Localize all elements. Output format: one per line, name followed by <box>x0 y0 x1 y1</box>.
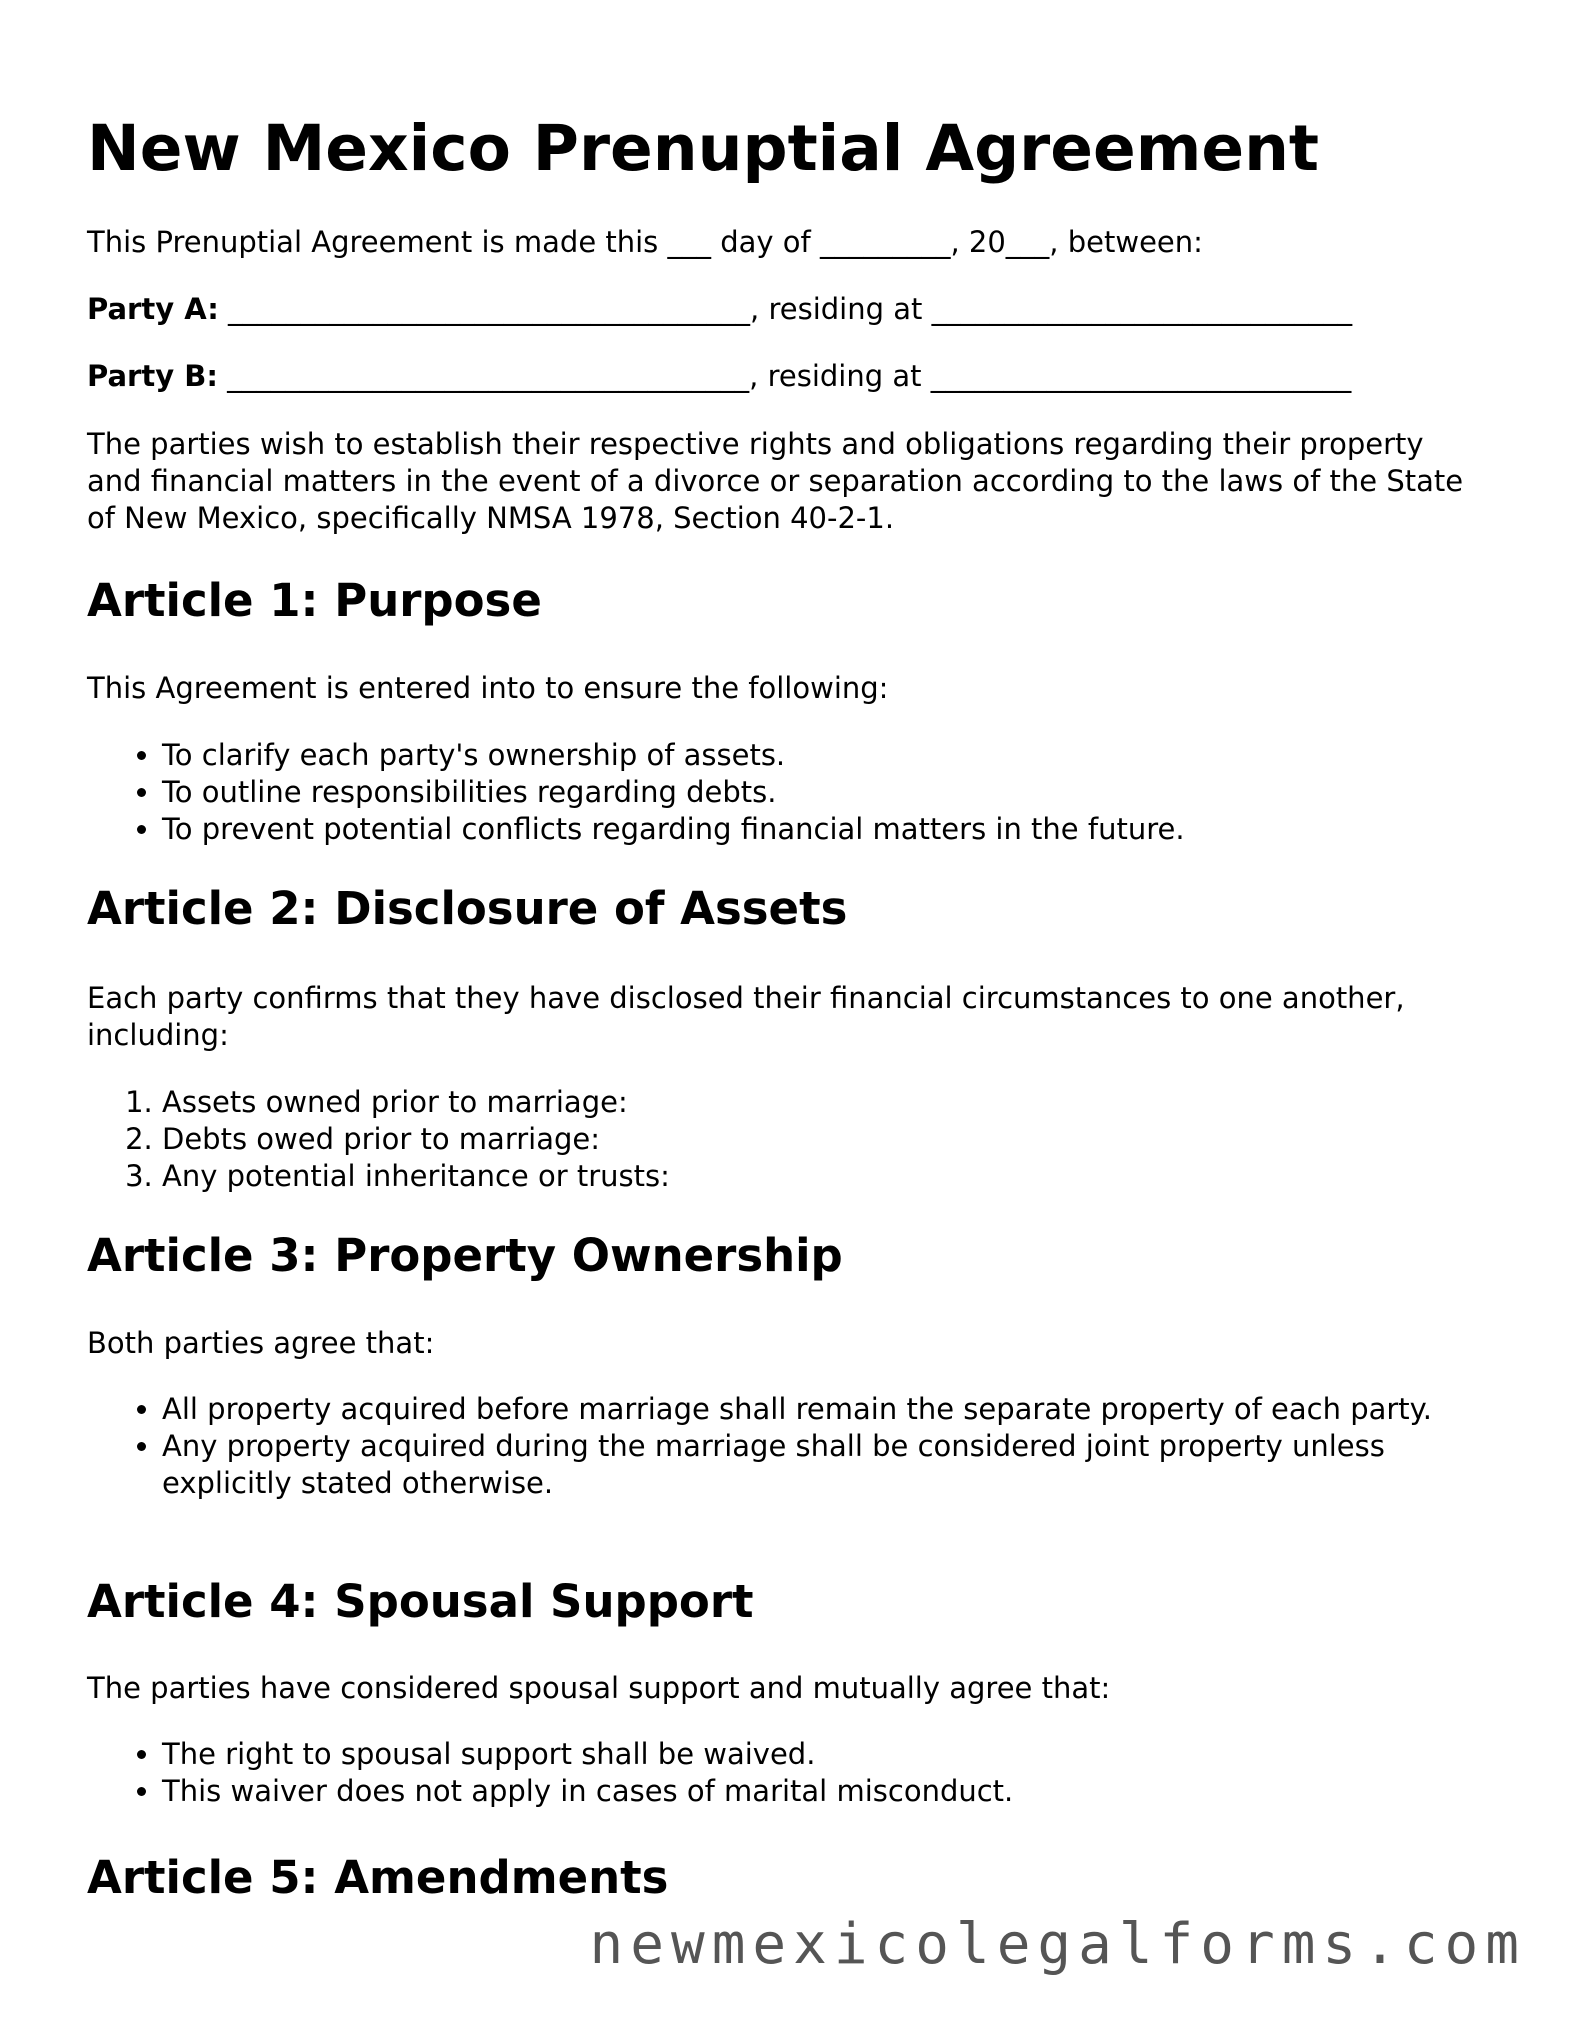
list-item: • To clarify each party's ownership of assets. <box>162 737 1487 774</box>
article-1-list <box>87 737 1487 848</box>
list-item: • To outline responsibilities regarding debts. <box>162 774 1487 811</box>
list-item: 1. Assets owned prior to marriage: <box>162 1084 1487 1121</box>
intro-line: This Prenuptial Agreement is made this ___ day of _________, 20___, between: <box>87 225 1203 259</box>
article-2-intro: Each party confirms that they have disclosed their financial circumstances to one another, including: <box>87 981 1405 1052</box>
party-a-fields: ____________________________________, residing at _____________________________ <box>218 292 1353 326</box>
article-5-heading: Article 5: Amendments <box>87 1851 669 1904</box>
party-a-line <box>87 291 1352 328</box>
purpose-statement: The parties wish to establish their respective rights and obligations regarding their property and financial matters in the event of a divorce or separation according to the laws of the State of New Mexico, specifically NMSA 1978, Section 40-2-1. <box>87 427 1464 535</box>
article-4-list <box>87 1736 1487 1810</box>
article-3-heading: Article 3: Property Ownership <box>87 1229 843 1282</box>
article-4-heading: Article 4: Spousal Support <box>87 1575 754 1628</box>
article-3-intro: Both parties agree that: <box>87 1326 435 1360</box>
list-item: • To prevent potential conflicts regarding financial matters in the future. <box>162 811 1487 848</box>
list-item: 2. Debts owed prior to marriage: <box>162 1121 1487 1158</box>
list-item: 3. Any potential inheritance or trusts: <box>162 1158 1487 1195</box>
article-2-heading: Article 2: Disclosure of Assets <box>87 882 848 935</box>
article-1-intro: This Agreement is entered into to ensure the following: <box>87 671 889 705</box>
article-2-list <box>87 1084 1487 1195</box>
list-item: • The right to spousal support shall be waived. <box>162 1736 1487 1773</box>
list-item: • Any property acquired during the marriage shall be considered joint property unless explicitly stated otherwise. <box>162 1428 1487 1502</box>
article-3-list <box>87 1391 1487 1502</box>
article-4-intro: The parties have considered spousal support and mutually agree that: <box>87 1671 1111 1705</box>
party-b-label: Party B: <box>87 359 218 393</box>
article-1-heading: Article 1: Purpose <box>87 574 542 627</box>
list-item: • This waiver does not apply in cases of marital misconduct. <box>162 1773 1487 1810</box>
document-title: New Mexico Prenuptial Agreement <box>87 112 1320 185</box>
party-a-label: Party A: <box>87 292 219 326</box>
watermark: newmexicolegalforms.com <box>589 1912 1526 1977</box>
party-b-fields: ____________________________________, residing at _____________________________ <box>217 359 1352 393</box>
party-b-line <box>87 358 1351 395</box>
list-item: • All property acquired before marriage shall remain the separate property of each party. <box>162 1391 1487 1428</box>
